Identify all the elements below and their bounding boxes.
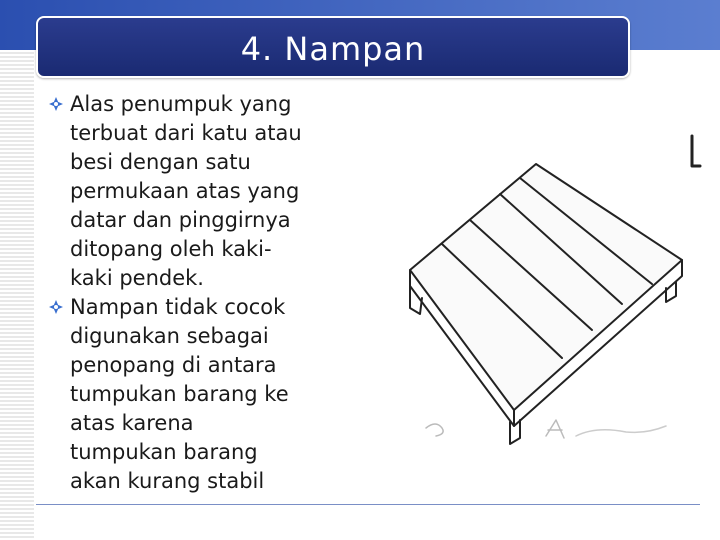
bullet-line: akan kurang stabil	[70, 469, 265, 493]
bullet-line: kaki pendek.	[70, 266, 204, 290]
diamond-bullet-icon	[48, 299, 64, 315]
bullet-line: permukaan atas yang	[70, 179, 300, 203]
bullet-line: ditopang oleh kaki-	[70, 237, 272, 261]
bottom-divider	[36, 504, 700, 505]
bullet-line: Nampan tidak cocok	[70, 295, 286, 319]
bullet-line: tumpukan barang	[70, 440, 258, 464]
title-box	[36, 16, 630, 78]
bullet-line: Alas penumpuk yang	[70, 92, 292, 116]
bullet-line: penopang di antara	[70, 353, 277, 377]
bullet-line: datar dan pinggirnya	[70, 208, 291, 232]
bullet-list	[44, 90, 364, 496]
bullet-line: tumpukan barang ke	[70, 382, 289, 406]
bullet-line: digunakan sebagai	[70, 324, 269, 348]
diamond-bullet-icon	[48, 96, 64, 112]
bullet-item-2	[44, 293, 364, 496]
bullet-line: terbuat dari katu atau	[70, 121, 302, 145]
bullet-line: atas karena	[70, 411, 194, 435]
pallet-illustration	[396, 118, 708, 458]
bullet-line: besi dengan satu	[70, 150, 251, 174]
bullet-item-1	[44, 90, 364, 293]
slide-title: 4. Nampan	[240, 30, 426, 68]
left-stripe-decoration	[0, 50, 34, 540]
